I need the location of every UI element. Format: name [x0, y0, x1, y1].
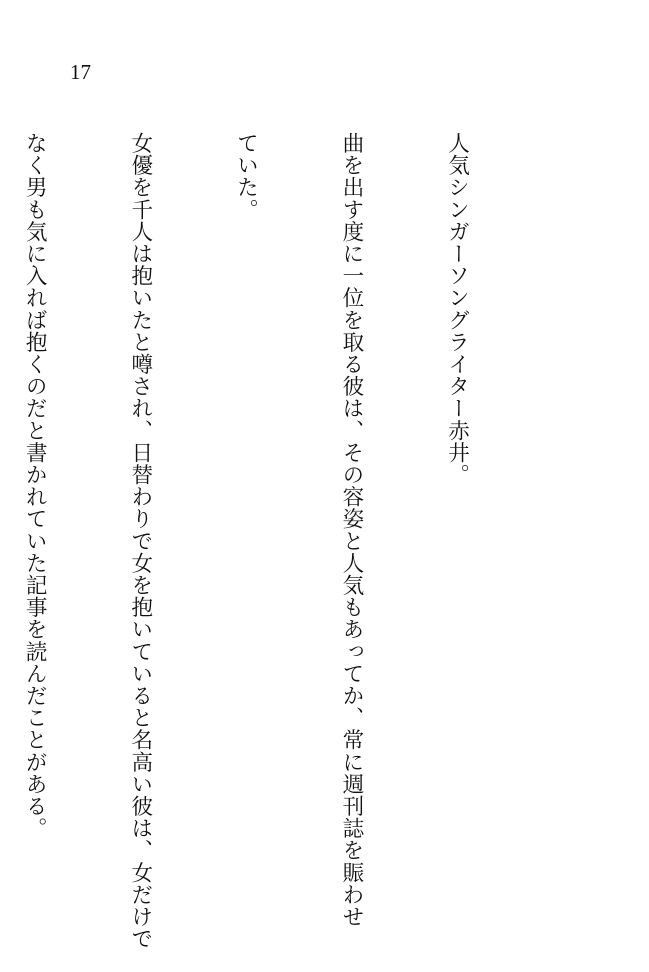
text-line: 女優を千人は抱いたと噂され、日替わりで女を抱いていると名高い彼は、女だけで	[127, 132, 153, 950]
text-line: なく男も気に入れば抱くのだと書かれていた記事を読んだことがある。	[22, 132, 48, 840]
body-text	[0, 132, 545, 950]
text-line: ていた。	[233, 132, 259, 221]
page-number: 17	[70, 60, 91, 84]
text-line: 曲を出す度に一位を取る彼は、その容姿と人気もあってか、常に週刊誌を賑わせ	[338, 132, 364, 928]
text-line: 人気シンガーソングライター赤井。	[444, 132, 470, 486]
